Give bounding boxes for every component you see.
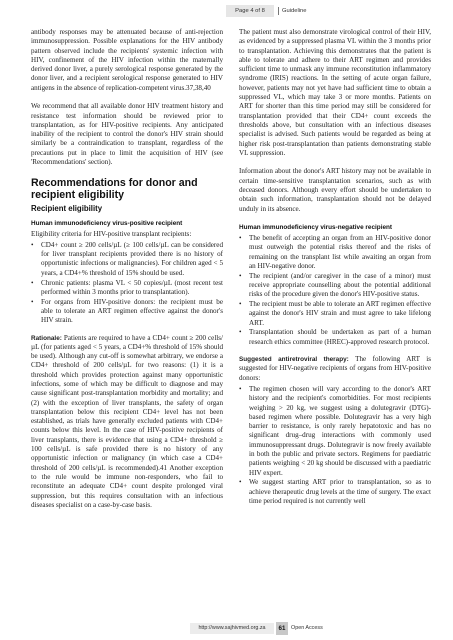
list-item: • The regimen chosen will vary according to the donor's ART history and the recipient's comorbidities. For most recipients weighing > 20 kg, we suggest using a dolutegravir (DTG)-based regimen where possible. Dolutegravir has a very high barrier to resistance, is only rarely hepatotoxic and has no significant drug–drug interactions with commonly used immunosuppressant drugs. Dolutegravir is now freely available in both the public and private sectors. Regimens for paediatric patients weighing < 20 kg should be discussed with a paediatric HIV expert. — [239, 385, 431, 478]
paragraph: Information about the donor's ART history may not be available in certain time-sensitive transplantation scenarios, such as with deceased donors. Although every effort should be undertaken to obtain such information, transplantation should not be delayed unduly in its absence. — [239, 167, 431, 213]
list-item: • Transplantation should be undertaken as part of a human research ethics committee (HREC)-approved research protocol. — [239, 328, 431, 347]
rationale-paragraph — [31, 334, 223, 511]
left-column — [31, 28, 223, 519]
page-indicator: Page 4 of 8 — [226, 5, 274, 17]
page-number: 61 — [276, 622, 288, 635]
subsubsection-heading: Human immunodeficiency virus-positive recipient — [31, 219, 183, 227]
header-divider — [278, 7, 279, 15]
arv-list — [239, 385, 431, 506]
criteria-list — [31, 241, 223, 326]
right-column — [239, 28, 431, 514]
page-footer — [0, 622, 453, 636]
paragraph: We recommend that all available donor HIV treatment history and resistance test information should be reviewed prior to transplantation, as for HIV-positive recipients. Any anticipated inability of the recipient to control the donor's HIV strain should similarly be a contraindication to transplant, regardless of the precautions put in place to limit the acquisition of HIV (see 'Recommendations' section). — [31, 102, 223, 167]
section-heading: Recommendations for donor and recipient eligibility — [31, 176, 198, 202]
list-item: • The benefit of accepting an organ from an HIV-positive donor must outweigh the potential risks thereof and the risks of remaining on the transplant list while awaiting an organ from an HIV-negative donor. — [239, 234, 431, 271]
rationale-label: Rationale: — [31, 334, 62, 342]
arv-label: Suggested antiretroviral therapy: — [239, 356, 349, 364]
list-item: • For organs from HIV-positive donors: the recipient must be able to tolerate an ART regimen effective against the donor's HIV strain. — [31, 298, 223, 326]
paragraph: antibody responses may be attenuated because of anti-rejection immunosuppression. Possible explanations for the HIV antibody pattern observed include the recipients' systemic infection with HIV, confinement of the HIV infection within the maternally derived donor liver, a purely serological response generated by the donor liver, and a recipient serological response generated to HIV antigens in the absence of replication-competent virus.37,38,40 — [31, 28, 223, 92]
arv-text: The following ART is suggested for HIV-negative recipients of organs from HIV-positive donors: — [239, 355, 431, 382]
subsection-heading: Recipient eligibility — [31, 203, 103, 213]
list-item: • Chronic patients: plasma VL < 50 copies/µL (most recent test performed within 3 months prior to transplantation). — [31, 279, 223, 298]
paragraph: The patient must also demonstrate virological control of their HIV, as evidenced by a suppressed plasma VL within the 3 months prior to transplantation. Achieving this demonstrates that the patient is able to tolerate and adhere to their ART regimen and provides sufficient time to unmask any immune reconstitution inflammatory syndrome (IRIS) reactions. In the setting of acute organ failure, however, patients may not yet have had sufficient time to obtain a suppressed VL, which may take 3 or more months. Patients on ART for shorter than this time period may still be considered for transplantation provided that their CD4+ count exceeds the thresholds above, but consultation with an infectious diseases specialist is advised. Such patients would be regarded as being at higher risk post-transplantation than patients demonstrating stable VL suppression. — [239, 28, 431, 157]
arv-paragraph — [239, 355, 431, 383]
criteria-list — [239, 234, 431, 347]
section-label: Guideline — [282, 8, 307, 14]
list-item: • The recipient (and/or caregiver in the case of a minor) must receive appropriate counselling about the potential additional risks of the procedure given the donor's HIV-positive status. — [239, 272, 431, 300]
journal-url-link[interactable]: http://www.sajhivmed.org.za — [190, 623, 274, 634]
subsubsection-heading: Human immunodeficiency virus-negative recipient — [239, 224, 393, 232]
list-item: • We suggest starting ART prior to transplantation, so as to achieve therapeutic drug levels at the time of surgery. The exact time period required is not currently well — [239, 478, 431, 506]
paragraph: Eligibility criteria for HIV-positive transplant recipients: — [31, 229, 192, 238]
list-item: • CD4+ count ≥ 200 cells/µL (≥ 100 cells/µL can be considered for liver transplant recipients provided there is no history of opportunistic infections or malignancies). For children aged < 5 years, a CD4+% threshold of 15% should be used. — [31, 241, 223, 278]
open-access-label: Open Access — [291, 625, 323, 631]
list-item: • The recipient must be able to tolerate an ART regimen effective against the donor's HIV strain and must agree to take lifelong ART. — [239, 300, 431, 328]
page-header — [0, 5, 453, 17]
rationale-text: Patients are required to have a CD4+ count ≥ 200 cells/µL (for patients aged < 5 years, a CD4+% threshold of 15% should be used). Although any cut-off is somewhat arbitrary, we endorse a CD4+ threshold of 200 cells/µL for two reasons: (1) it is a threshold which provides protection against many opportunistic infections, some of which may be difficult to diagnose and may cause significant post-transplantation morbidity and mortality; and (2) with the exception of liver transplants, the safety of organ transplantation below this recipient CD4+ level has not been established, as trials have generally excluded patients with CD4+ counts below this level. In the case of HIV-positive recipients of liver transplants, there is evidence that using a CD4+ threshold ≥ 100 cells/µL is safe provided there is no history of any opportunistic infection or malignancy (in which case a CD4+ threshold of 200 cells/µL is recommended).41 Another exception to the rule would be immune non-responders, who fail to reconstitute an adequate CD4+ count despite prolonged viral suppression, but this requires consultation with an infectious diseases specialist on a case-by-case basis. — [31, 333, 223, 509]
